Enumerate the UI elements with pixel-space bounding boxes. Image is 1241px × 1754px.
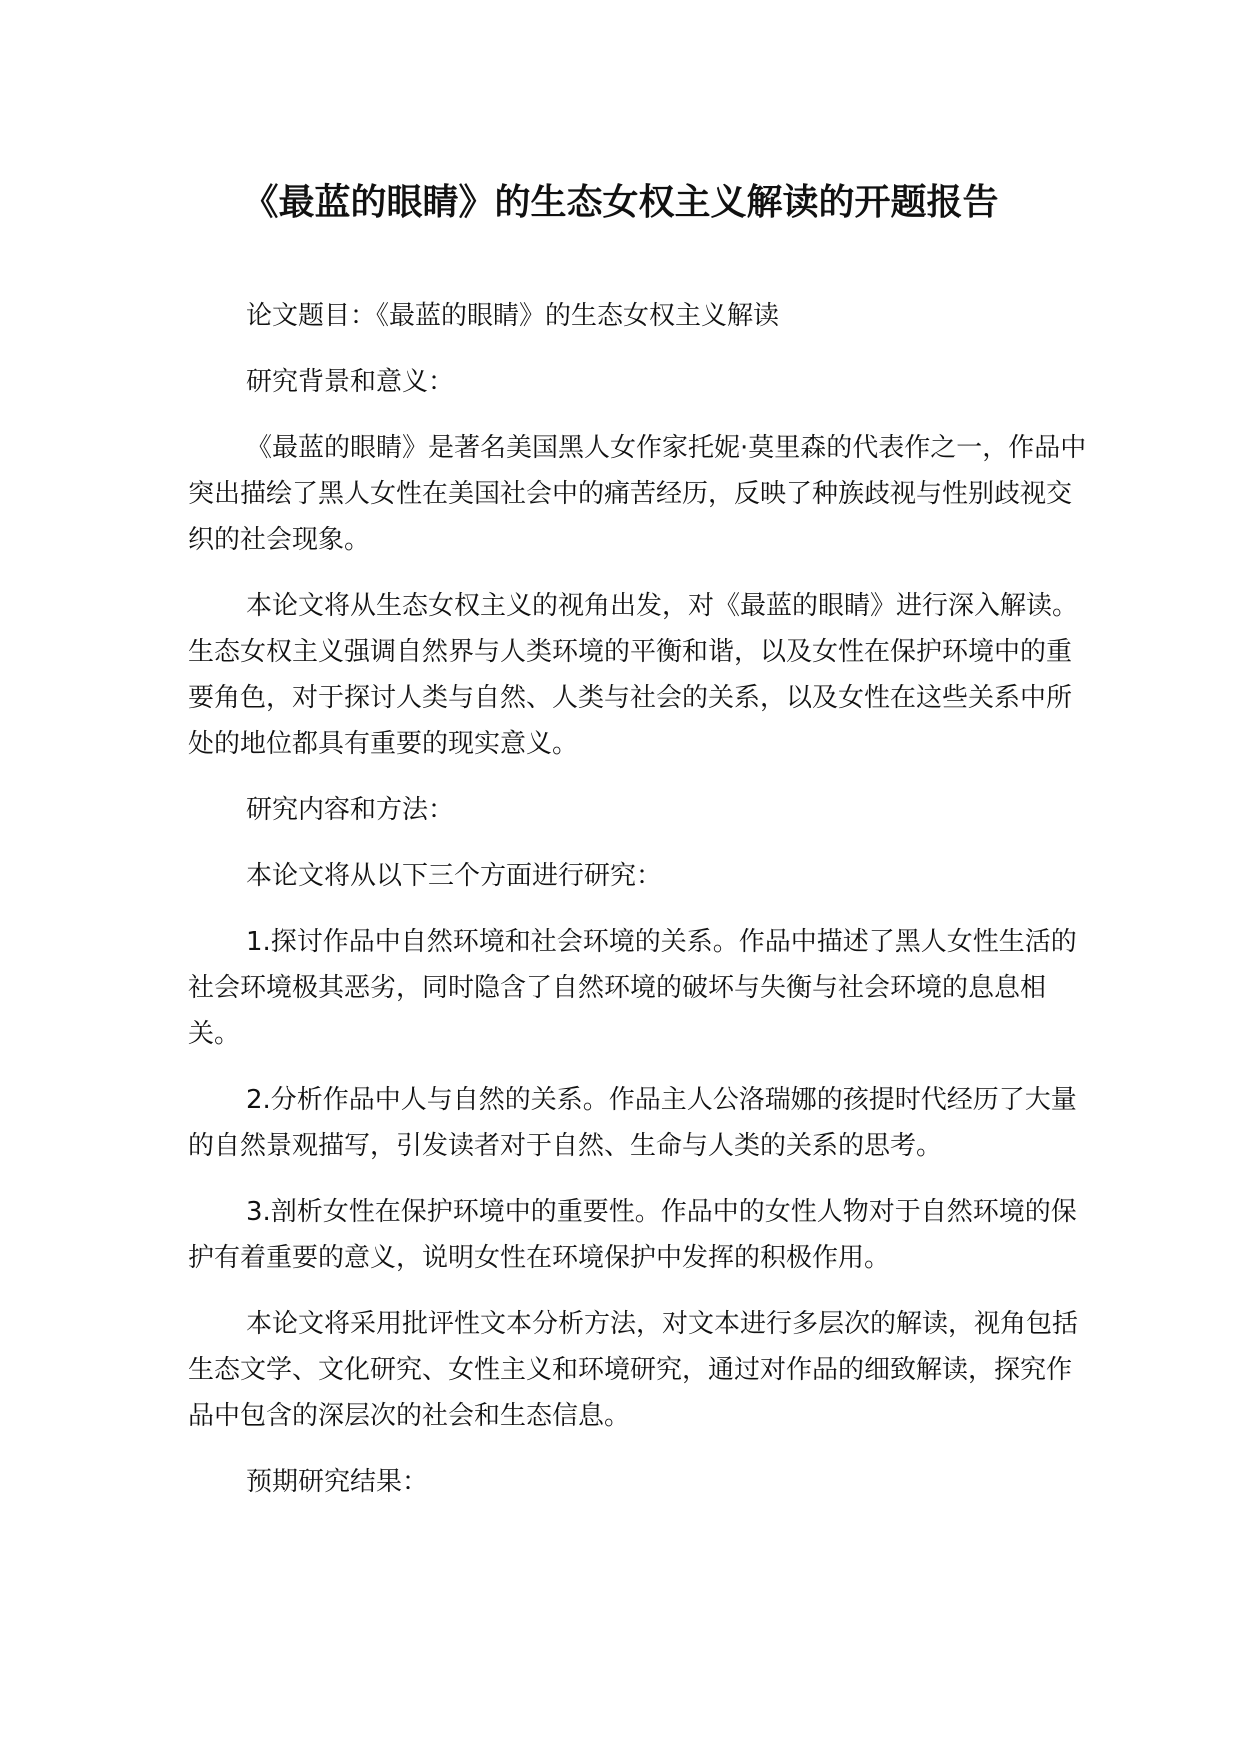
document-title: 《最蓝的眼睛》的生态女权主义解读的开题报告 — [242, 182, 999, 223]
paragraph-background-1: 《最蓝的眼睛》是著名美国黑人女作家托妮·莫里森的代表作之一，作品中突出描绘了黑人女性在美国社会中的痛苦经历，反映了种族歧视与性别歧视交织的社会现象。 — [188, 433, 1087, 555]
paragraph-method-approach: 本论文将采用批评性文本分析方法，对文本进行多层次的解读，视角包括生态文学、文化研究、女性主义和环境研究，通过对作品的细致解读，探究作品中包含的深层次的社会和生态信息。 — [188, 1309, 1079, 1431]
section-heading-methods: 研究内容和方法： — [246, 795, 455, 825]
paragraph-background-2: 本论文将从生态女权主义的视角出发，对《最蓝的眼睛》进行深入解读。生态女权主义强调自然界与人类环境的平衡和谐，以及女性在保护环境中的重要角色，对于探讨人类与自然、人类与社会的关系，以及女性在这些关系中所处的地位都具有重要的现实意义。 — [188, 591, 1079, 759]
paragraph-method-1: 1.探讨作品中自然环境和社会环境的关系。作品中描述了黑人女性生活的社会环境极其恶劣，同时隐含了自然环境的破坏与失衡与社会环境的息息相关。 — [188, 927, 1077, 1049]
document-body — [188, 293, 1088, 1525]
paragraph-method-3: 3.剖析女性在保护环境中的重要性。作品中的女性人物对于自然环境的保护有着重要的意义，说明女性在环境保护中发挥的积极作用。 — [188, 1197, 1077, 1273]
paragraph-methods-intro: 本论文将从以下三个方面进行研究： — [246, 861, 663, 891]
paragraph-method-2: 2.分析作品中人与自然的关系。作品主人公洛瑞娜的孩提时代经历了大量的自然景观描写，引发读者对于自然、生命与人类的关系的思考。 — [188, 1085, 1077, 1161]
section-heading-background: 研究背景和意义： — [246, 367, 455, 397]
paper-topic: 论文题目：《最蓝的眼睛》的生态女权主义解读 — [246, 301, 780, 331]
section-heading-expected-results: 预期研究结果： — [246, 1467, 429, 1497]
